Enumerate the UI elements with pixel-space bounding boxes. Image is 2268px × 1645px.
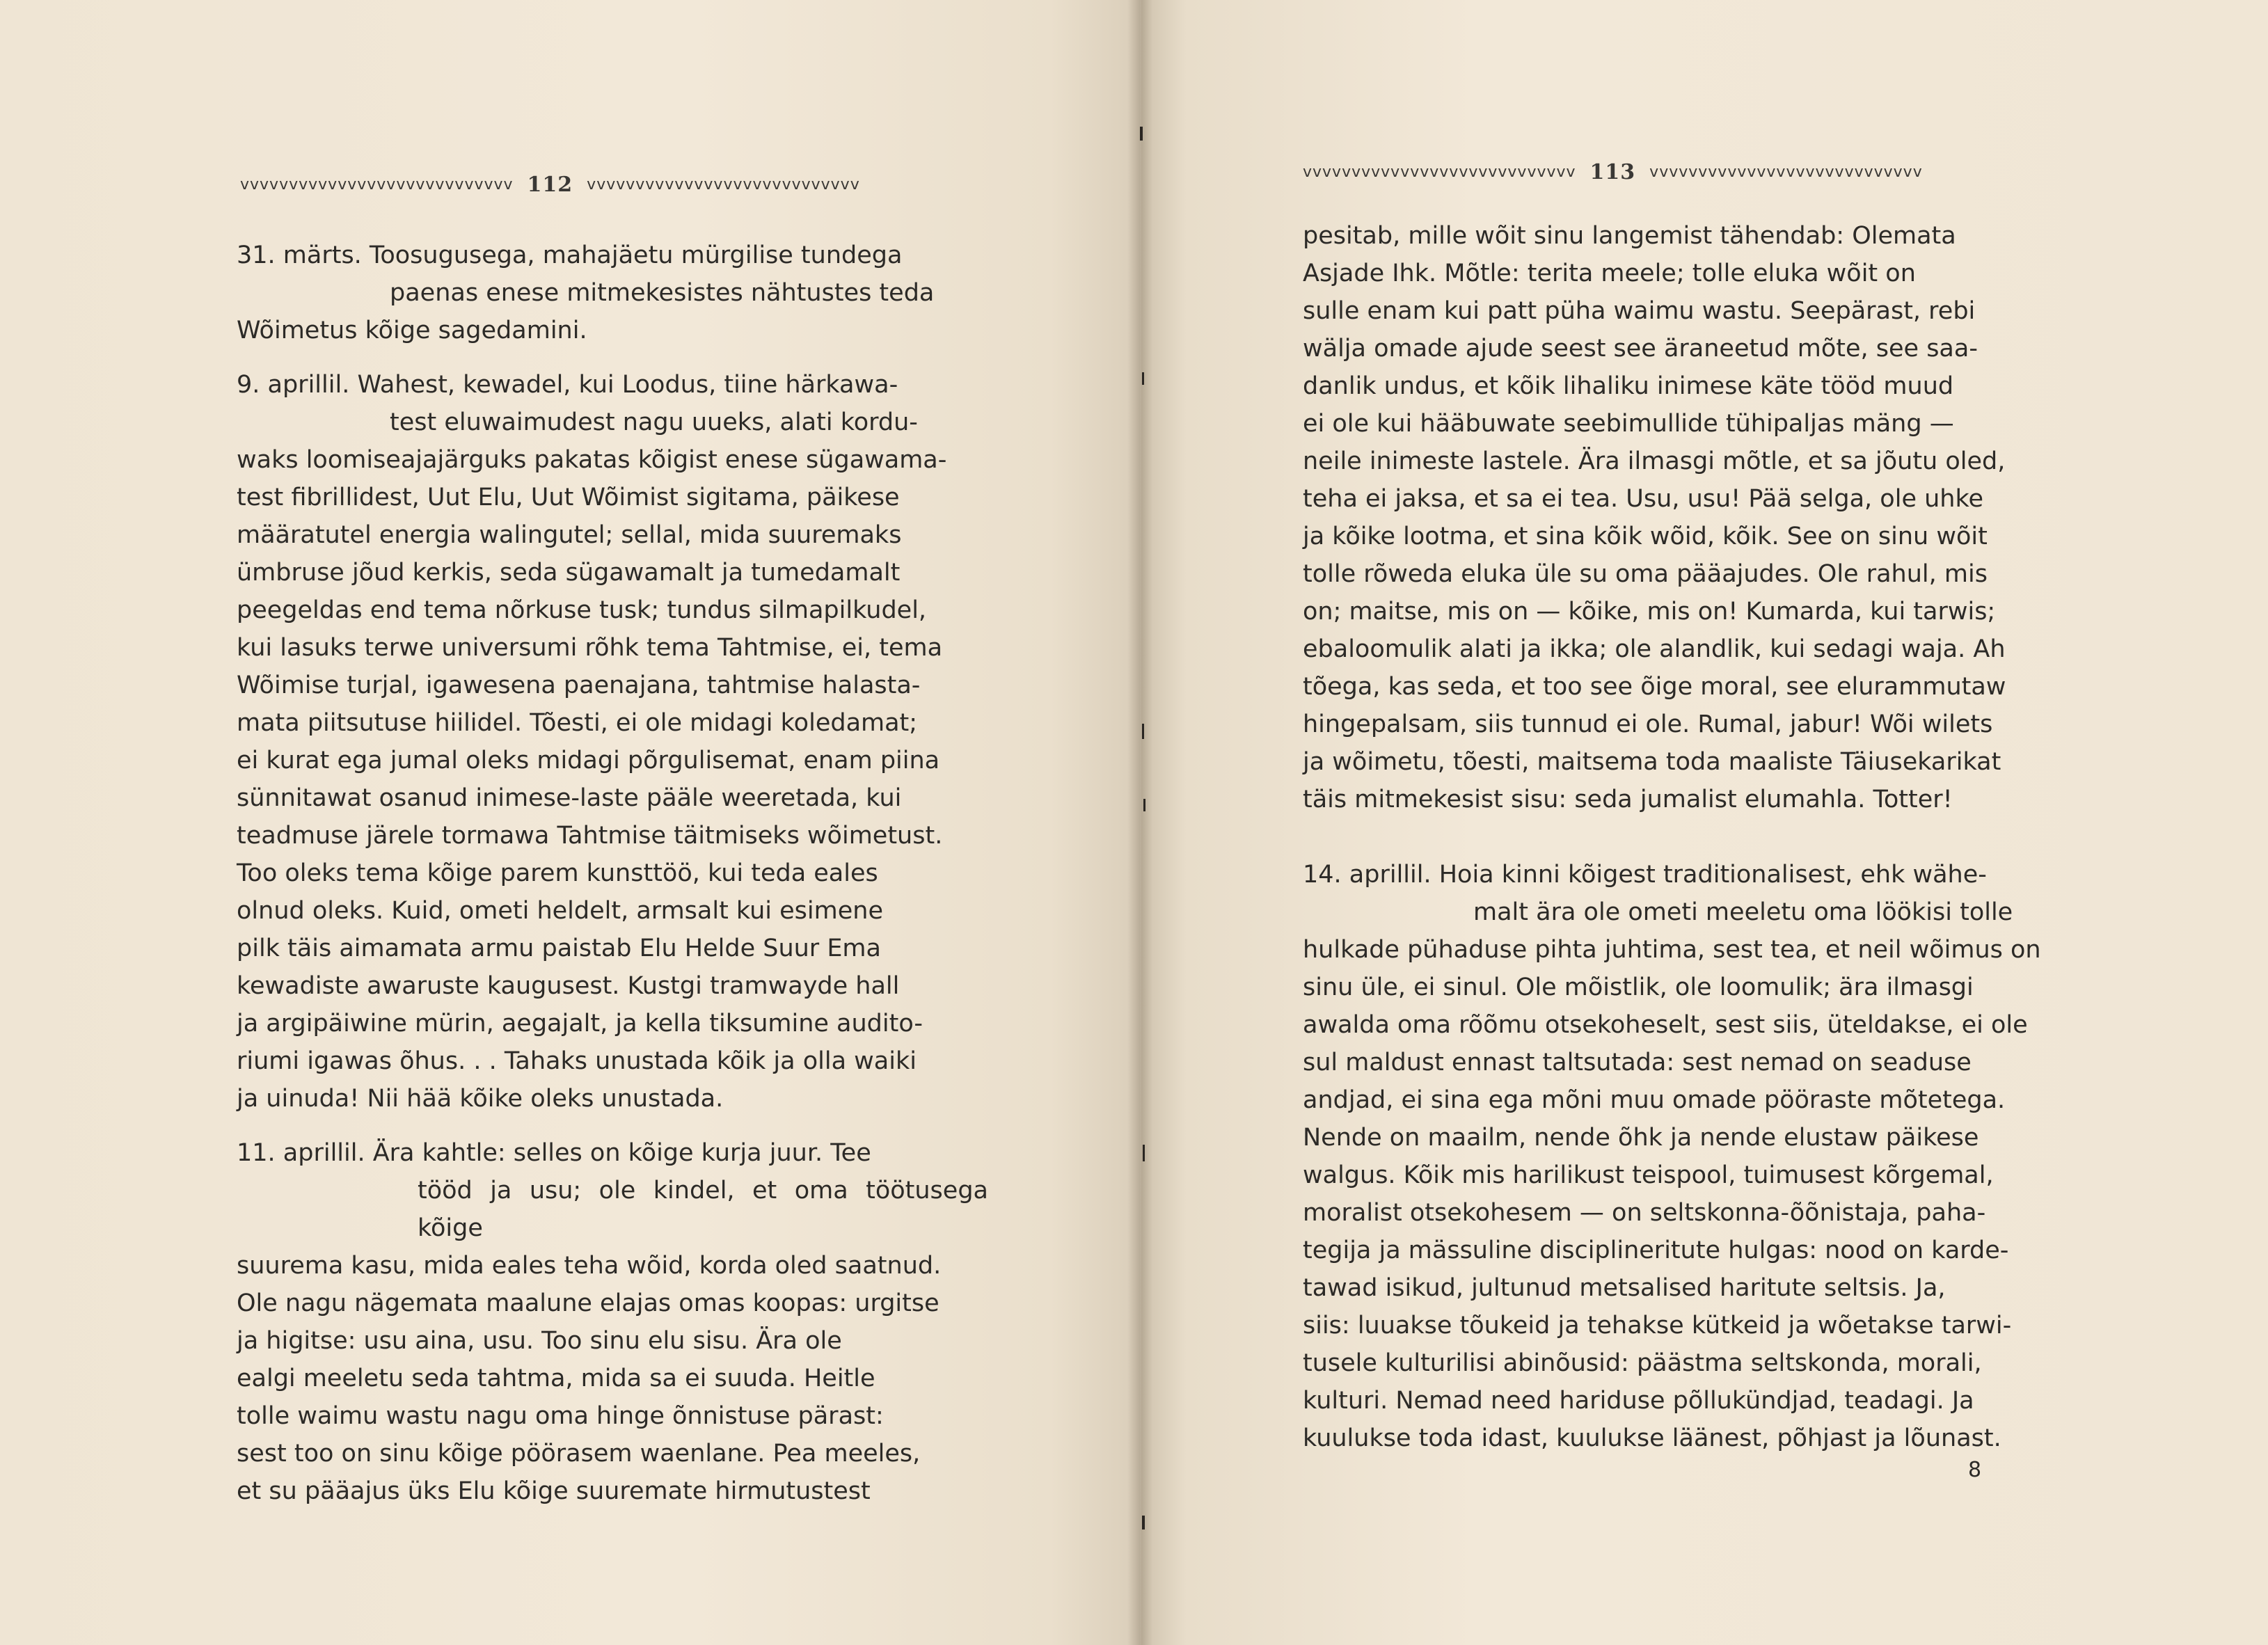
text-line: olnud oleks. Kuid, ometi heldelt, armsalt kui esimene (237, 897, 883, 925)
header-ornament: vvvvvvvvvvvvvvvvvvvvvvvvvvvv (240, 176, 514, 193)
text-line: tolle rõweda eluka üle su oma pääajudes. Ole rahul, mis (1303, 560, 1988, 588)
gutter-mark (1142, 1516, 1145, 1529)
book-gutter (1127, 0, 1152, 1645)
text-line: tolle waimu wastu nagu oma hinge õnnistuse pärast: (237, 1402, 884, 1430)
right-body-text (1303, 217, 2054, 1457)
text-line: on; maitse, mis on — kõike, mis on! Kumarda, kui tarwis; (1303, 598, 1996, 626)
text-line: täis mitmekesist sisu: seda jumalist elumahla. Totter! (1303, 786, 1953, 813)
text-line: ebaloomulik alati ja ikka; ole alandlik, kui sedagi waja. Ah (1303, 635, 2006, 663)
text-line: et su pääajus üks Elu kõige suuremate hirmutustest (237, 1477, 871, 1505)
text-line: Asjade Ihk. Mõtle: terita meele; tolle eluka wõit on (1303, 260, 1916, 287)
header-ornament: vvvvvvvvvvvvvvvvvvvvvvvvvvvv (1303, 164, 1576, 181)
text-line: teha ei jaksa, et sa ei tea. Usu, usu! Pää selga, ole uhke (1303, 485, 1984, 513)
text-line: danlik undus, et kõik lihaliku inimese käte tööd muud (1303, 372, 1954, 400)
text-line: 31. märts. Toosugusega, mahajäetu mürgilise tundega (237, 241, 903, 269)
text-line: tööd ja usu; ole kindel, et oma töötusega kõige (418, 1177, 988, 1242)
text-line: tõega, kas seda, et too see õige moral, see elurammutaw (1303, 673, 2006, 701)
text-line: ei ole kui hääbuwate seebimullide tühipaljas mäng — (1303, 410, 1954, 438)
text-line: siis: luuakse tõukeid ja tehakse kütkeid ja wõetakse tarwi- (1303, 1312, 2012, 1340)
text-line: kui lasuks terwe universumi rõhk tema Tahtmise, ei, tema (237, 634, 943, 662)
text-line: ja argipäiwine mürin, aegajalt, ja kella tiksumine audito- (237, 1010, 923, 1038)
gutter-mark (1140, 127, 1143, 141)
text-line: pilk täis aimamata armu paistab Elu Helde Suur Ema (237, 935, 881, 962)
text-line: Wõimetus kõige sagedamini. (237, 317, 587, 344)
text-line: moralist otsekohesem — on seltskonna-õõnistaja, paha- (1303, 1199, 1986, 1227)
text-line: määratutel energia walingutel; sellal, mida suuremaks (237, 521, 902, 549)
gutter-mark (1143, 1145, 1145, 1161)
text-line: sest too on sinu kõige pöörasem waenlane. Pea meeles, (237, 1440, 921, 1468)
text-line: 9. aprillil. Wahest, kewadel, kui Loodus, tiine härkawa- (237, 371, 898, 399)
text-line: ei kurat ega jumal oleks midagi põrgulisemat, enam piina (237, 747, 940, 774)
right-running-header (1303, 160, 2054, 188)
header-ornament: vvvvvvvvvvvvvvvvvvvvvvvvvvvv (1649, 164, 1923, 181)
text-line: kuulukse toda idast, kuulukse läänest, põhjast ja lõunast. (1303, 1424, 2001, 1452)
text-line: awalda oma rõõmu otsekoheselt, sest siis, üteldakse, ei ole (1303, 1011, 2028, 1039)
page-number: 113 (1589, 160, 1636, 184)
signature-number: 8 (1968, 1458, 1982, 1482)
text-line: sünnitawat osanud inimese-laste pääle weeretada, kui (237, 784, 902, 812)
text-line: sulle enam kui patt püha waimu wastu. Seepärast, rebi (1303, 297, 1976, 325)
gutter-mark (1143, 799, 1145, 811)
gutter-mark (1142, 372, 1144, 385)
text-line: sul maldust ennast taltsutada: sest nemad on seaduse (1303, 1049, 1972, 1076)
text-line: teadmuse järele tormawa Tahtmise täitmiseks wõimetust. (237, 822, 943, 850)
text-line: 11. aprillil. Ära kahtle: selles on kõige kurja juur. Tee (237, 1139, 871, 1167)
text-line: hulkade pühaduse pihta juhtima, sest tea, et neil wõimus on (1303, 936, 2041, 964)
text-line: tusele kulturilisi abinõusid: päästma seltskonda, morali, (1303, 1349, 1982, 1377)
text-line: 14. aprillil. Hoia kinni kõigest traditionalisest, ehk wähe- (1303, 861, 1987, 889)
text-line: sinu üle, ei sinul. Ole mõistlik, ole loomulik; ära ilmasgi (1303, 974, 1974, 1001)
text-line: ümbruse jõud kerkis, seda sügawamalt ja tumedamalt (237, 559, 901, 587)
text-line: Too oleks tema kõige parem kunsttöö, kui teda eales (237, 859, 878, 887)
text-line: riumi igawas õhus. . . Tahaks unustada kõik ja olla waiki (237, 1047, 917, 1075)
text-line: test eluwaimudest nagu uueks, alati kordu- (390, 408, 918, 436)
text-line: kulturi. Nemad need hariduse põllukündjad, teadagi. Ja (1303, 1387, 1974, 1415)
text-line: ja kõike lootma, et sina kõik wõid, kõik. See on sinu wõit (1303, 523, 1988, 550)
text-line: ealgi meeletu seda tahtma, mida sa ei suuda. Heitle (237, 1365, 875, 1392)
text-line: peegeldas end tema nõrkuse tusk; tundus silmapilkudel, (237, 596, 927, 624)
text-line: malt ära ole ometi meeletu oma löökisi tolle (1473, 898, 2013, 926)
text-line: Ole nagu nägemata maalune elajas omas koopas: urgitse (237, 1289, 939, 1317)
text-line: kewadiste awaruste kaugusest. Kustgi tramwayde hall (237, 972, 900, 1000)
text-line: andjad, ei sina ega mõni muu omade pööraste mõtetega. (1303, 1086, 2006, 1114)
text-line: wälja omade ajude seest see äraneetud mõte, see saa- (1303, 335, 1978, 363)
text-line: ja higitse: usu aina, usu. Too sinu elu sisu. Ära ole (237, 1327, 842, 1355)
text-line: paenas enese mitmekesistes nähtustes teda (390, 279, 935, 307)
text-line: ja wõimetu, tõesti, maitsema toda maaliste Täiusekarikat (1303, 748, 2001, 776)
page-number: 112 (527, 173, 573, 197)
text-line: pesitab, mille wõit sinu langemist tähendab: Olemata (1303, 222, 1956, 250)
text-line: waks loomiseajajärguks pakatas kõigist enese sügawama- (237, 446, 947, 474)
left-running-header (240, 173, 985, 200)
text-line: ja uinuda! Nii hää kõike oleks unustada. (237, 1085, 724, 1113)
text-line: Nende on maailm, nende õhk ja nende elustaw päikese (1303, 1124, 1979, 1152)
header-ornament: vvvvvvvvvvvvvvvvvvvvvvvvvvvv (587, 176, 860, 193)
text-line: suurema kasu, mida eales teha wõid, korda oled saatnud. (237, 1252, 942, 1280)
text-line: neile inimeste lastele. Ära ilmasgi mõtle, et sa jõutu oled, (1303, 447, 2006, 475)
text-line: tawad isikud, jultunud metsalised haritute seltsis. Ja, (1303, 1274, 1946, 1302)
text-line: hingepalsam, siis tunnud ei ole. Rumal, jabur! Wõi wilets (1303, 710, 1993, 738)
text-line: tegija ja mässuline disciplineritute hulgas: nood on karde- (1303, 1237, 2009, 1264)
text-line: Wõimise turjal, igawesena paenajana, tahtmise halasta- (237, 671, 921, 699)
text-line: test fibrillidest, Uut Elu, Uut Wõimist sigitama, päikese (237, 484, 900, 511)
text-line: mata piitsutuse hiilidel. Tõesti, ei ole midagi koledamat; (237, 709, 918, 737)
left-body-text (237, 237, 988, 1510)
gutter-mark (1142, 724, 1144, 739)
text-line: walgus. Kõik mis harilikust teispool, tuimusest kõrgemal, (1303, 1161, 1994, 1189)
